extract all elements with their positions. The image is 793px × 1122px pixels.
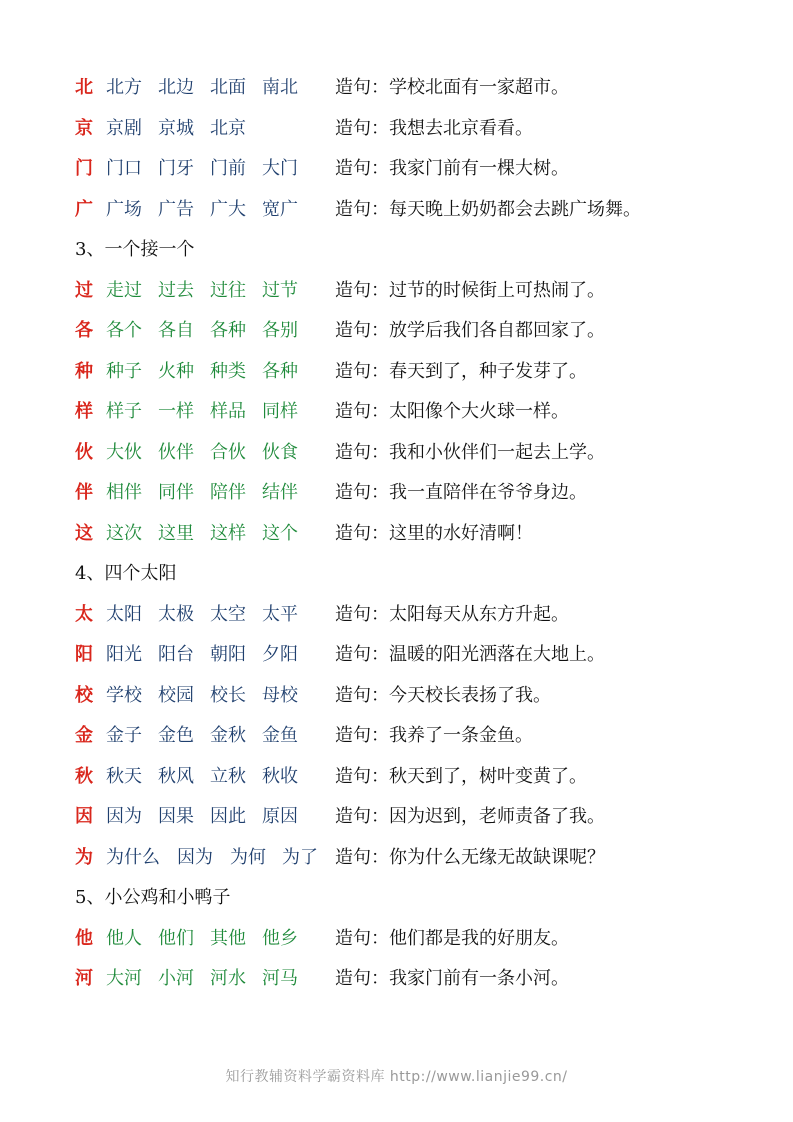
word-2: 小河	[158, 968, 194, 989]
example-sentence: 造句：春天到了，种子发芽了。	[335, 360, 587, 382]
vocab-row	[75, 681, 775, 711]
word-3: 太空	[210, 603, 246, 625]
word-3: 各种	[210, 320, 246, 341]
word-1: 门口	[106, 158, 142, 179]
word-4: 河马	[262, 968, 298, 989]
example-sentence: 造句：今天校长表扬了我。	[335, 684, 551, 706]
word-3: 朝阳	[210, 644, 246, 665]
word-2: 同伴	[158, 482, 194, 503]
target-character: 过	[75, 279, 93, 301]
word-1: 秋天	[106, 765, 142, 787]
vocab-row	[75, 843, 775, 873]
section-heading: 4、四个太阳	[75, 563, 177, 584]
example-sentence: 造句：每天晚上奶奶都会去跳广场舞。	[335, 198, 641, 220]
target-character: 门	[75, 158, 93, 179]
word-4: 为了	[282, 846, 318, 868]
footer-watermark: 知行教辅资料学霸资料库 http://www.lianjie99.cn/	[225, 1069, 568, 1085]
vocab-row	[75, 600, 775, 630]
word-3: 河水	[210, 968, 246, 989]
word-4: 太平	[262, 603, 298, 625]
example-sentence: 造句：学校北面有一家超市。	[335, 77, 569, 98]
target-character: 为	[75, 846, 93, 868]
word-2: 太极	[158, 603, 194, 625]
word-4: 伙食	[262, 441, 298, 463]
section-heading: 5、小公鸡和小鸭子	[75, 887, 231, 908]
word-4: 原因	[262, 806, 298, 827]
example-sentence: 造句：我一直陪伴在爷爷身边。	[335, 482, 587, 503]
word-1: 这次	[106, 522, 142, 544]
target-character: 广	[75, 198, 93, 220]
word-1: 北方	[106, 77, 142, 98]
target-character: 秋	[75, 765, 93, 787]
example-sentence: 造句：秋天到了，树叶变黄了。	[335, 765, 587, 787]
example-sentence: 造句：温暖的阳光洒落在大地上。	[335, 644, 605, 665]
example-sentence: 造句：这里的水好清啊！	[335, 522, 533, 544]
word-3: 校长	[210, 684, 246, 706]
target-character: 他	[75, 927, 93, 949]
target-character: 北	[75, 77, 93, 98]
word-4: 这个	[262, 522, 298, 544]
word-3: 北面	[210, 77, 246, 98]
word-4: 各别	[262, 320, 298, 341]
word-2: 一样	[158, 401, 194, 422]
word-1: 京剧	[106, 117, 142, 139]
target-character: 因	[75, 806, 93, 827]
word-4: 大门	[262, 158, 298, 179]
word-4: 各种	[262, 360, 298, 382]
target-character: 伴	[75, 482, 93, 503]
word-4: 南北	[262, 77, 298, 98]
word-4: 宽广	[262, 198, 298, 220]
word-3: 这样	[210, 522, 246, 544]
word-2: 他们	[158, 927, 194, 949]
word-2: 北边	[158, 77, 194, 98]
vocab-row	[75, 478, 775, 508]
word-1: 为什么	[106, 846, 160, 868]
vocab-row	[75, 154, 775, 184]
word-4: 同样	[262, 401, 298, 422]
vocab-row	[75, 357, 775, 387]
word-3: 金秋	[210, 725, 246, 746]
target-character: 校	[75, 684, 93, 706]
word-2: 校园	[158, 684, 194, 706]
word-4: 他乡	[262, 927, 298, 949]
target-character: 京	[75, 117, 93, 139]
word-2: 阳台	[158, 644, 194, 665]
word-3: 样品	[210, 401, 246, 422]
word-2: 京城	[158, 117, 194, 139]
word-3: 因此	[210, 806, 246, 827]
vocab-row	[75, 438, 775, 468]
word-3: 门前	[210, 158, 246, 179]
word-3: 立秋	[210, 765, 246, 787]
word-3: 过往	[210, 279, 246, 301]
vocab-row	[75, 316, 775, 346]
word-1: 走过	[106, 279, 142, 301]
vocab-row	[75, 397, 775, 427]
word-3: 其他	[210, 927, 246, 949]
vocab-row	[75, 762, 775, 792]
target-character: 阳	[75, 644, 93, 665]
section-heading: 3、一个接一个	[75, 239, 195, 260]
word-1: 学校	[106, 684, 142, 706]
word-2: 因为	[177, 846, 213, 868]
word-1: 因为	[106, 806, 142, 827]
word-2: 火种	[158, 360, 194, 382]
vocab-row	[75, 114, 775, 144]
target-character: 金	[75, 725, 93, 746]
vocab-row	[75, 195, 775, 225]
word-2: 伙伴	[158, 441, 194, 463]
example-sentence: 造句：过节的时候街上可热闹了。	[335, 279, 605, 301]
word-1: 大河	[106, 968, 142, 989]
example-sentence: 造句：我想去北京看看。	[335, 117, 533, 139]
example-sentence: 造句：因为迟到，老师责备了我。	[335, 806, 605, 827]
example-sentence: 造句：我家门前有一棵大树。	[335, 158, 569, 179]
word-2: 金色	[158, 725, 194, 746]
word-3: 种类	[210, 360, 246, 382]
target-character: 这	[75, 522, 93, 544]
example-sentence: 造句：我养了一条金鱼。	[335, 725, 533, 746]
word-3: 合伙	[210, 441, 246, 463]
word-3: 北京	[210, 117, 246, 139]
vocab-row	[75, 73, 775, 103]
example-sentence: 造句：太阳像个大火球一样。	[335, 401, 569, 422]
word-1: 金子	[106, 725, 142, 746]
word-4: 金鱼	[262, 725, 298, 746]
word-1: 广场	[106, 198, 142, 220]
word-4: 秋收	[262, 765, 298, 787]
word-1: 太阳	[106, 603, 142, 625]
word-2: 广告	[158, 198, 194, 220]
word-2: 秋风	[158, 765, 194, 787]
target-character: 种	[75, 360, 93, 382]
example-sentence: 造句：放学后我们各自都回家了。	[335, 320, 605, 341]
vocab-row	[75, 802, 775, 832]
example-sentence: 造句：我和小伙伴们一起去上学。	[335, 441, 605, 463]
vocab-row	[75, 276, 775, 306]
vocab-row	[75, 640, 775, 670]
word-1: 样子	[106, 401, 142, 422]
example-sentence: 造句：你为什么无缘无故缺课呢？	[335, 846, 605, 868]
word-3: 陪伴	[210, 482, 246, 503]
word-4: 母校	[262, 684, 298, 706]
vocab-row	[75, 721, 775, 751]
target-character: 太	[75, 603, 93, 625]
word-2: 因果	[158, 806, 194, 827]
word-2: 各自	[158, 320, 194, 341]
example-sentence: 造句：太阳每天从东方升起。	[335, 603, 569, 625]
word-1: 各个	[106, 320, 142, 341]
word-1: 种子	[106, 360, 142, 382]
word-2: 门牙	[158, 158, 194, 179]
example-sentence: 造句：我家门前有一条小河。	[335, 968, 569, 989]
example-sentence: 造句：他们都是我的好朋友。	[335, 927, 569, 949]
target-character: 伙	[75, 441, 93, 463]
word-1: 大伙	[106, 441, 142, 463]
word-1: 相伴	[106, 482, 142, 503]
word-4: 结伴	[262, 482, 298, 503]
word-4: 夕阳	[262, 644, 298, 665]
vocab-row	[75, 964, 775, 994]
vocab-row	[75, 519, 775, 549]
word-1: 阳光	[106, 644, 142, 665]
word-3: 为何	[230, 846, 266, 868]
target-character: 河	[75, 968, 93, 989]
target-character: 样	[75, 401, 93, 422]
word-4: 过节	[262, 279, 298, 301]
word-2: 这里	[158, 522, 194, 544]
word-3: 广大	[210, 198, 246, 220]
word-1: 他人	[106, 927, 142, 949]
word-2: 过去	[158, 279, 194, 301]
vocab-row	[75, 924, 775, 954]
target-character: 各	[75, 320, 93, 341]
